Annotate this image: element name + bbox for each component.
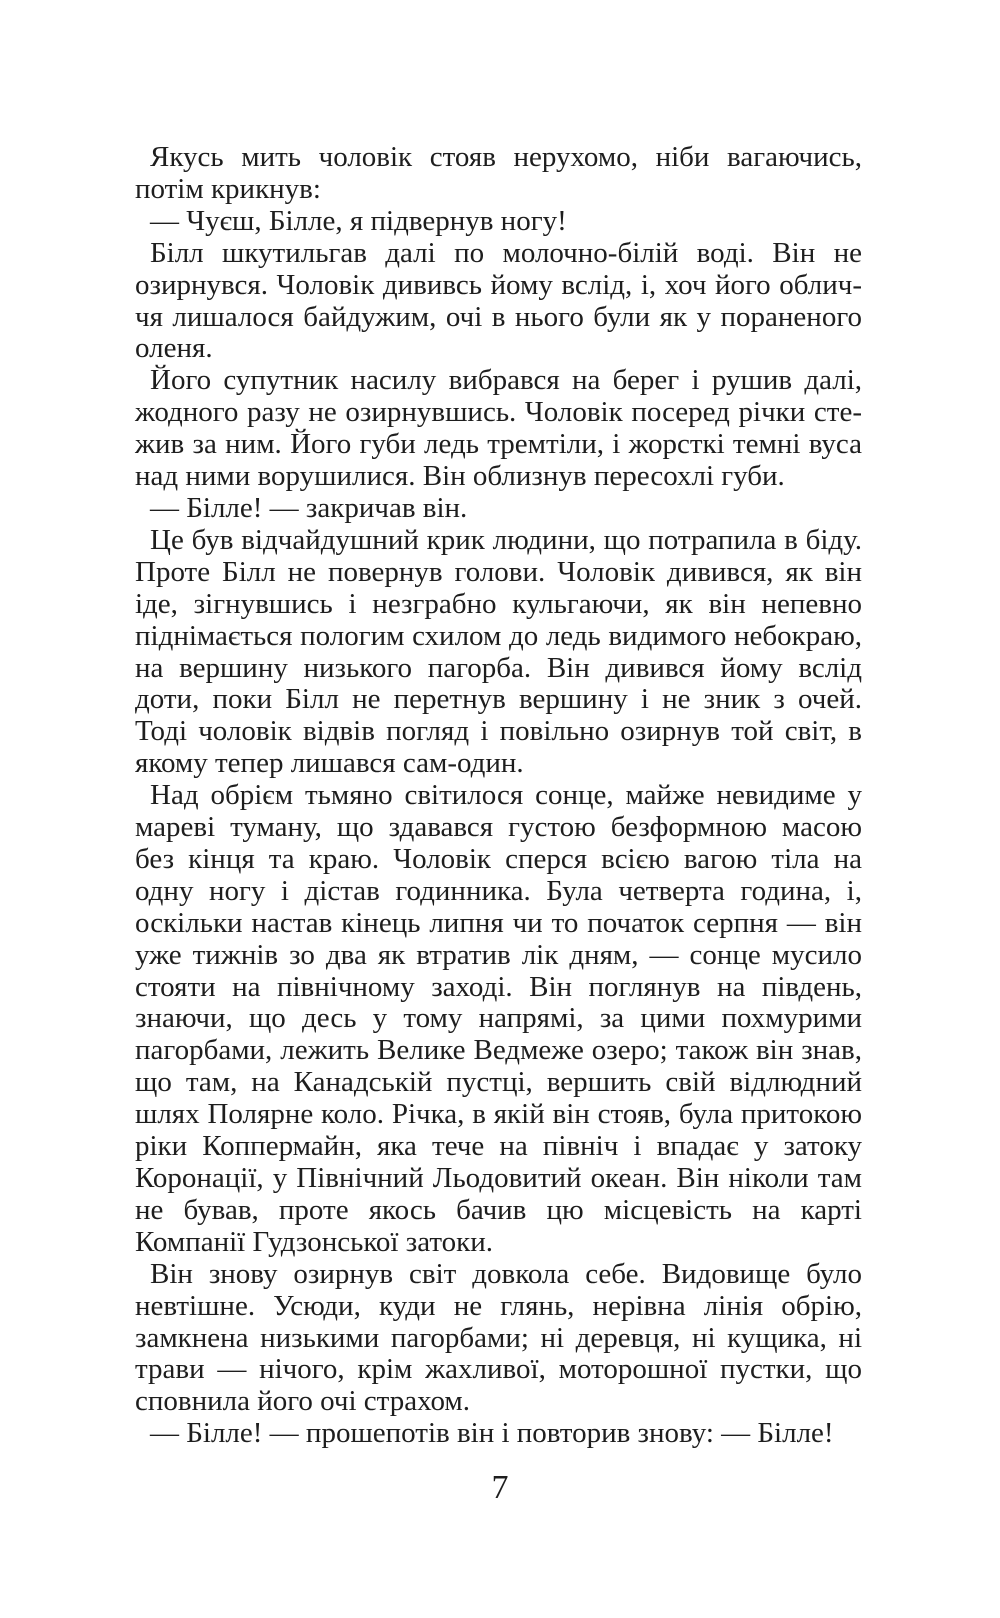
paragraph: — Білле! — закричав він. [150,491,468,524]
page-number: 7 [491,1469,509,1506]
paragraph: Білл шкутильгав далі по молочно-білій воді. Він не озирнувся. Чоловік дививсь йому вслід, і, хоч його обличчя лишалося байдужим, очі в нього були як у пораненого оленя. [135,236,862,365]
paragraph: — Чуєш, Білле, я підвернув ногу! [150,204,567,237]
paragraph: Його супутник насилу вибрався на берег і рушив далі, жодного разу не озирнувшись. Чоловік посеред річки стежив за ним. Його губи ледь тремтіли, і жорсткі темні вуса над ними ворушилися. Він облизнув пересохлі губи. [135,364,862,493]
paragraph: Він знову озирнув світ довкола себе. Видовище було невтішне. Усюди, куди не глянь, нерівна лінія обрію, замкнена низькими пагорбами; ні деревця, ні кущика, ні трави — нічого, крім жахливої, моторошної пустки, що сповнила його очі страхом. [135,1257,862,1418]
page-body [135,142,862,1450]
paragraph: Над обрієм тьмяно світилося сонце, майже невидиме у мареві туману, що здавався густою безформною масою без кінця та краю. Чоловік сперся всією вагою тіла на одну ногу і дістав годинника. Була четверта година, і, оскільки настав кінець липня чи то початок серпня — він уже тижнів зо два як втратив лік дням, — сонце мусило стояти на північному заході. Він поглянув на південь, знаючи, що десь у тому напрямі, за цими похмурими пагорбами, лежить Велике Ведмеже озеро; також він знав, що там, на Канадській пустці, вершить свій відлюдний шлях Полярне коло. Річка, в якій він стояв, була притокою ріки Коппермайн, яка тече на північ і впадає у затоку Коронації, у Північний Льодовитий океан. Він ніколи там не бував, проте якось бачив цю місцевість на карті Компанії Гудзонської затоки. [135,779,862,1258]
paragraph: Якусь мить чоловік стояв нерухомо, ніби вагаючись, потім крикнув: [135,141,862,205]
paragraph: Це був відчайдушний крик людини, що потрапила в біду. Проте Білл не повернув голови. Чоловік дивився, як він іде, зігнувшись і незграбно кульгаючи, як він непевно піднімається пологим схилом до ледь видимого небокраю, на вершину низького пагорба. Він дивився йому вслід доти, поки Білл не перетнув вершину і не зник з очей. Тоді чоловік відвів погляд і повільно озирнув той світ, в якому тепер лишався сам-один. [135,523,862,780]
paragraph: — Білле! — прошепотів він і повторив знову: — Білле! [150,1417,834,1450]
